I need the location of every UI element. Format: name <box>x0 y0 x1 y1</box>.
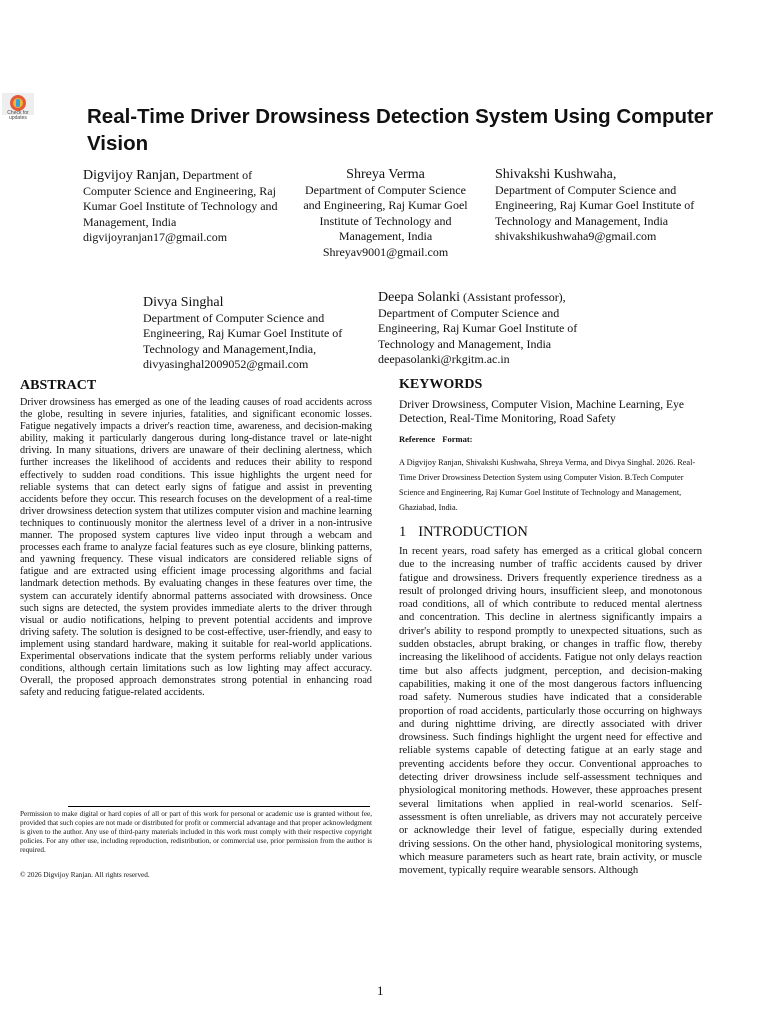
permission-footnote: Permission to make digital or hard copies of all or part of this work for personal or academic use is granted without fee, provided that such copies are not made or distributed for profit or commercial advantage and that proper acknowledgment is given to the author. Any use of third-party materials included in this work must comply with their respective copyright policies. For any other use, including reproduction, redistribution, or commercial use, prior permission from the author is required. <box>20 810 372 854</box>
introduction-body: In recent years, road safety has emerged as a critical global concern due to the increasing number of traffic accidents caused by driver fatigue and drowsiness. Drivers frequently experience tiredness as a result of prolonged driving hours, insufficient sleep, and monotonous road conditions, all of which contribute to reduced mental alertness and concentration. This decline in alertness significantly impairs a driver's ability to respond promptly to unexpected situations, such as sudden obstacles, abrupt braking, or changes in traffic flow, thereby increasing the likelihood of accidents. Fatigue not only delays reaction time but also affects judgment, perception, and decision-making capabilities, making it one of the most dangerous factors influencing road safety. Numerous studies have indicated that a considerable proportion of road accidents, particularly those occurring on highways and during nighttime driving, are directly associated with driver drowsiness. Such findings highlight the urgent need for effective and reliable systems capable of detecting fatigue at an early stage and preventing accidents before they occur. Conventional approaches to detecting driver drowsiness include self-assessment techniques and physiological monitoring methods. However, these approaches present several limitations when applied in real-world scenarios. Self-assessment is often unreliable, as drivers may not accurately perceive or acknowledge their level of fatigue, especially during extended driving sessions. On the other hand, physiological monitoring systems, which measure parameters such as heart rate, brain activity, or muscle movement, typically require wearable sensors. Although <box>399 546 702 877</box>
footnote-divider <box>68 806 370 807</box>
copyright-notice: © 2026 Digvijoy Ranjan. All rights reserved. <box>20 871 150 879</box>
author-email: divyasinghal2009052@gmail.com <box>143 357 309 371</box>
keywords-list: Driver Drowsiness, Computer Vision, Machine Learning, Eye Detection, Real-Time Monitoring, Road Safety <box>399 399 684 425</box>
author-affiliation: Computer Science and Engineering, Raj Kumar Goel Institute of Technology and Management, India <box>83 183 278 229</box>
author-name: Divya Singhal <box>143 295 224 310</box>
author-name: Shivakshi Kushwaha, <box>495 167 617 182</box>
author-affiliation: Department of Computer Science and Engineering, Raj Kumar Goel Institute of Technology and Management,India, <box>143 310 343 356</box>
author-affiliation: Department of Computer Science and Engineering, Raj Kumar Goel Institute of Technology and Management, India <box>495 182 695 228</box>
reference-format-body: A Digvijoy Ranjan, Shivakshi Kushwaha, Shreya Verma, and Divya Singhal. 2026. Real-Time Driver Drowsiness Detection System using Computer Vision. B.Tech Computer Science and Engineering, Raj Kumar Goel Institute of Technology and Management, Ghaziabad, India. <box>399 458 696 512</box>
author-affiliation: Department of Computer Science and Engineering, Raj Kumar Goel Institute of Technology and Management, India <box>378 305 578 351</box>
section-number: 1 <box>399 524 407 540</box>
keywords-heading: KEYWORDS <box>399 377 483 392</box>
author-email: shivakshikushwaha9@gmail.com <box>495 229 657 243</box>
author-block <box>143 295 363 373</box>
reference-format-heading: Reference Format: <box>399 434 473 444</box>
introduction-heading <box>399 524 528 541</box>
author-block <box>495 167 720 245</box>
author-affiliation-inline: Department of <box>179 168 253 182</box>
author-name: Shreya Verma <box>346 167 425 182</box>
author-name: Deepa Solanki <box>378 290 461 305</box>
author-block <box>83 168 293 246</box>
author-block <box>378 290 618 368</box>
abstract-body: Driver drowsiness has emerged as one of the leading causes of road accidents across the globe, resulting in severe injuries, fatalities, and significant economic losses. Fatigue negatively impacts a driver's reaction time, awareness, and decision-making ability, making it particularly dangerous during long-distance travel or late-night driving. In many situations, drivers are unaware of their declining alertness, which further increases the likelihood of accidents and reduces their ability to respond effectively to sudden road conditions. This issue highlights the urgent need for reliable systems that can detect early signs of fatigue and assist in preventing accidents before they occur. This research focuses on the development of a real-time driver drowsiness detection system that utilizes computer vision and machine learning techniques to continuously monitor the alertness level of a driver in a non-intrusive manner. The proposed system captures live video input through a webcam and processes each frame to analyze facial features such as eye closure, blinking patterns, and yawning frequency. These visual indicators are considered reliable signs of fatigue and are extracted using efficient image processing algorithms and facial landmark detection methods. By evaluating changes in these features over time, the system can accurately identify abnormal patterns associated with drowsiness. Once such signs are detected, the system provides immediate alerts to the driver through visual or audio notifications, helping to prevent potential accidents and improve driving safety. The solution is designed to be cost-effective, user-friendly, and easy to implement using standard hardware, making it suitable for real-world applications. Experimental observations indicate that the system performs reliably under various conditions, although certain limitations such as low lighting may affect accuracy. Overall, the proposed approach demonstrates strong potential in enhancing road safety and reducing fatigue-related accidents. <box>20 397 372 699</box>
author-name: Digvijoy Ranjan, <box>83 168 180 183</box>
paper-title: Real-Time Driver Drowsiness Detection System Using Computer Vision <box>87 105 714 155</box>
author-email: deepasolanki@rkgitm.ac.in <box>378 352 510 366</box>
section-title: INTRODUCTION <box>418 524 528 540</box>
author-email: digvijoyranjan17@gmail.com <box>83 230 228 244</box>
abstract-heading: ABSTRACT <box>20 378 97 393</box>
page-number: 1 <box>377 983 384 998</box>
author-block <box>303 167 468 260</box>
author-role: (Assistant professor), <box>460 290 566 304</box>
check-for-updates-label: Check for updates <box>7 110 29 121</box>
author-affiliation: Department of Computer Science and Engineering, Raj Kumar Goel Institute of Technology and Management, India <box>303 182 468 243</box>
author-email: Shreyav9001@gmail.com <box>322 244 449 259</box>
